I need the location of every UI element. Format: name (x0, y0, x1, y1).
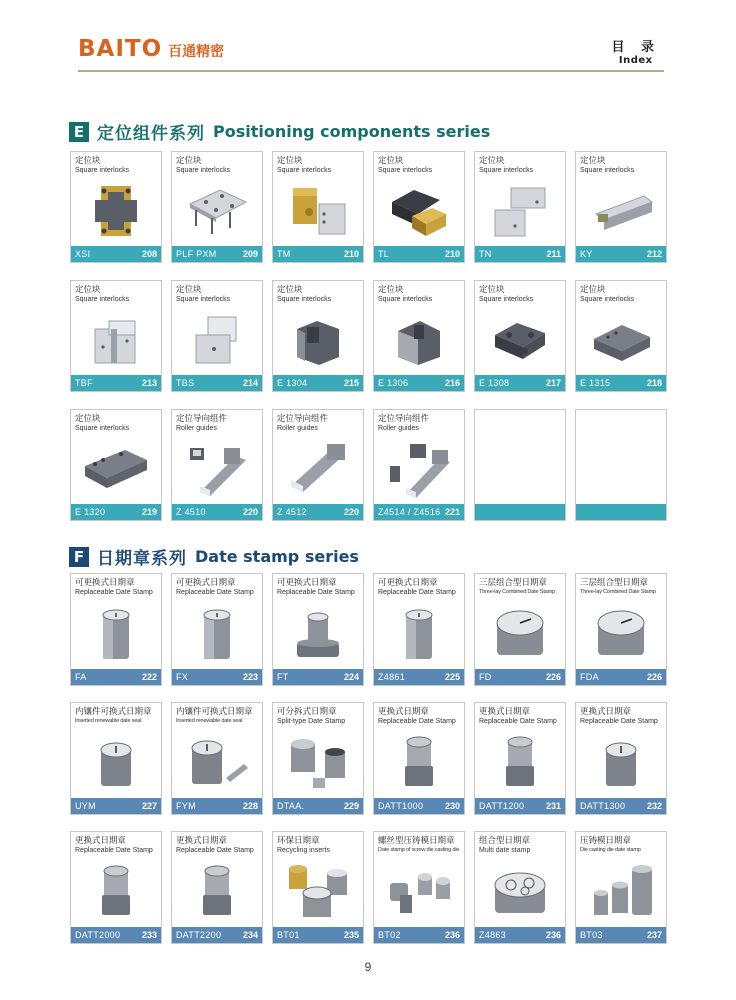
product-card[interactable] (575, 151, 667, 263)
stepped-stamp-icon (172, 856, 262, 927)
wide-dial-stamp-icon (576, 598, 666, 669)
flanged-stamp-icon (273, 598, 363, 669)
product-caption (172, 832, 262, 856)
tall-cylinder-stamp-icon (71, 598, 161, 669)
product-caption (475, 703, 565, 727)
product-name-en: Replaceable Date Stamp (176, 589, 254, 596)
product-name-cn: 三层组合型日期章 (479, 578, 548, 588)
dark-t-block-icon (475, 305, 565, 375)
product-code: FD (479, 672, 492, 682)
product-name-en: Roller guides (277, 425, 318, 432)
product-name-cn: 更换式日期章 (75, 836, 127, 846)
product-page-link[interactable]: 220 (343, 507, 359, 517)
product-footer-bar (273, 246, 363, 262)
product-code: FDA (580, 672, 599, 682)
product-footer-bar (71, 246, 161, 262)
product-footer-bar (273, 798, 363, 814)
product-card[interactable] (373, 151, 465, 263)
product-footer-bar (374, 798, 464, 814)
tall-cylinder-stamp-icon (374, 598, 464, 669)
product-footer-bar (71, 669, 161, 685)
product-card[interactable] (474, 280, 566, 392)
product-page-link[interactable]: 208 (141, 249, 157, 259)
product-code: DATT1000 (378, 801, 424, 811)
product-name-cn: 可分拆式日期章 (277, 707, 337, 717)
product-caption (273, 152, 363, 176)
product-name-en: Replaceable Date Stamp (176, 847, 254, 854)
plate-with-pins-icon (172, 176, 262, 246)
product-caption (374, 574, 464, 598)
product-name-en: Die casting die date stamp (580, 847, 641, 853)
product-card[interactable] (373, 573, 465, 686)
product-card[interactable] (70, 831, 162, 944)
product-page-link[interactable]: 226 (545, 672, 561, 682)
product-name-cn: 定位块 (277, 285, 303, 295)
product-code: Z 4512 (277, 507, 307, 517)
product-name-en: Roller guides (176, 425, 217, 432)
product-footer-bar (71, 504, 161, 520)
product-footer-bar (172, 375, 262, 391)
wide-dial-stamp-icon (475, 598, 565, 669)
product-caption (273, 832, 363, 856)
product-name-en: Square interlocks (75, 296, 130, 303)
product-name-cn: 定位导向组件 (378, 414, 430, 424)
product-name-en: Replaceable Date Stamp (378, 589, 456, 596)
product-code: FA (75, 672, 87, 682)
product-name-cn: 定位块 (479, 156, 505, 166)
product-footer-bar (576, 798, 666, 814)
product-name-cn: 定位块 (176, 156, 202, 166)
roller-guide-icon (172, 434, 262, 504)
empty-icon (475, 434, 565, 504)
product-name-cn: 定位块 (479, 285, 505, 295)
product-card[interactable] (575, 280, 667, 392)
product-name-en: Date stamp of screw die casting die (378, 847, 460, 853)
product-name-en: Three-lay Combined Date Stamp (479, 589, 555, 595)
product-page-link[interactable]: 231 (545, 801, 561, 811)
product-card[interactable] (474, 151, 566, 263)
product-page-link[interactable]: 216 (444, 378, 460, 388)
product-page-link[interactable]: 235 (343, 930, 359, 940)
product-name-en: Roller guides (378, 425, 419, 432)
product-caption (172, 410, 262, 434)
product-name-en: Three-lay Combined Date Stamp (580, 589, 656, 595)
product-footer-bar (273, 927, 363, 943)
positioning-components-grid (70, 151, 667, 521)
long-bar-block-icon (71, 434, 161, 504)
stamp-with-screw-icon (172, 727, 262, 798)
product-card[interactable] (171, 151, 263, 263)
product-caption (273, 281, 363, 305)
product-card[interactable] (272, 409, 364, 521)
product-caption (71, 281, 161, 305)
product-card[interactable] (474, 831, 566, 944)
product-page-link[interactable]: 218 (646, 378, 662, 388)
product-page-link[interactable]: 230 (444, 801, 460, 811)
product-code: E 1315 (580, 378, 611, 388)
product-name-cn: 内镶件可换式日期章 (176, 707, 253, 717)
product-caption (71, 410, 161, 434)
product-name-en: Square interlocks (277, 296, 332, 303)
product-footer-bar (374, 669, 464, 685)
screw-stamps-icon (374, 856, 464, 927)
product-card[interactable] (575, 702, 667, 815)
product-footer-bar (172, 927, 262, 943)
product-name-en: Recycling inserts (277, 847, 330, 854)
stepped-stamp-icon (71, 856, 161, 927)
product-name-cn: 定位导向组件 (176, 414, 228, 424)
product-name-en: Square interlocks (378, 296, 433, 303)
product-caption (475, 281, 565, 305)
product-page-link[interactable]: 214 (242, 378, 258, 388)
page-number: 9 (364, 960, 372, 974)
dark-slot-block-icon (374, 305, 464, 375)
product-code: E 1306 (378, 378, 409, 388)
product-footer-bar (71, 798, 161, 814)
product-footer-bar (374, 375, 464, 391)
product-code: TN (479, 249, 492, 259)
product-page-link[interactable]: 227 (141, 801, 157, 811)
product-caption (576, 832, 666, 856)
product-card[interactable] (373, 409, 465, 521)
product-page-link[interactable]: 211 (546, 249, 561, 259)
product-name-cn: 螺丝型压铸模日期章 (378, 836, 455, 846)
product-page-link[interactable]: 217 (545, 378, 561, 388)
product-caption (273, 410, 363, 434)
product-card[interactable] (171, 409, 263, 521)
stepped-stamp-icon (374, 727, 464, 798)
product-page-link[interactable]: 221 (444, 507, 460, 517)
product-footer-bar (172, 246, 262, 262)
product-page-link[interactable]: 233 (141, 930, 157, 940)
tall-cylinder-stamp-icon (172, 598, 262, 669)
recycling-inserts-icon (273, 856, 363, 927)
product-caption (374, 281, 464, 305)
product-name-en: Multi date stamp (479, 847, 531, 854)
product-caption (71, 574, 161, 598)
product-caption (374, 152, 464, 176)
product-page-link[interactable]: 215 (343, 378, 359, 388)
product-name-cn: 更换式日期章 (378, 707, 430, 717)
product-caption (71, 703, 161, 727)
section-e-title (69, 119, 490, 144)
gold-silver-interlock-icon (273, 176, 363, 246)
dark-flat-block-icon (576, 305, 666, 375)
product-card[interactable] (70, 409, 162, 521)
product-caption (576, 574, 666, 598)
product-footer-bar (273, 504, 363, 520)
silver-stepped-block-icon (172, 305, 262, 375)
product-card[interactable] (373, 280, 465, 392)
product-caption (172, 574, 262, 598)
three-cylinders-icon (576, 856, 666, 927)
product-name-en: Replaceable Date Stamp (479, 718, 557, 725)
product-card[interactable] (70, 573, 162, 686)
product-card[interactable] (171, 831, 263, 944)
product-name-en: Replaceable Date Stamp (75, 589, 153, 596)
product-caption (172, 152, 262, 176)
product-caption (576, 152, 666, 176)
section-e-letter-badge: E (69, 122, 89, 142)
product-caption (172, 703, 262, 727)
product-card[interactable] (272, 573, 364, 686)
product-footer-bar (475, 669, 565, 685)
product-name-en: Inserted renewable date seal (176, 718, 243, 724)
product-page-link[interactable]: 236 (545, 930, 561, 940)
product-name-cn: 可更换式日期章 (378, 578, 438, 588)
product-card[interactable] (171, 280, 263, 392)
product-footer-bar (374, 246, 464, 262)
product-name-cn: 环保日期章 (277, 836, 320, 846)
product-card[interactable] (575, 573, 667, 686)
section-e-title-cn: 定位组件系列 (97, 124, 205, 144)
product-caption (576, 281, 666, 305)
product-page-link[interactable]: 209 (242, 249, 258, 259)
product-page-link[interactable]: 232 (646, 801, 662, 811)
product-name-cn: 压铸模日期章 (580, 836, 632, 846)
product-page-link[interactable]: 212 (646, 249, 662, 259)
product-page-link[interactable]: 222 (141, 672, 157, 682)
date-stamp-grid (70, 573, 667, 944)
product-code: XSI (75, 249, 91, 259)
empty-product-card (575, 409, 667, 521)
product-code: FT (277, 672, 289, 682)
product-code: DATT2200 (176, 930, 222, 940)
product-card[interactable] (272, 831, 364, 944)
product-name-cn: 组合型日期章 (479, 836, 531, 846)
product-name-en: Square interlocks (277, 167, 332, 174)
product-name-cn: 可更换式日期章 (277, 578, 337, 588)
product-name-en: Square interlocks (75, 167, 130, 174)
product-card[interactable] (171, 573, 263, 686)
product-code: DATT1300 (580, 801, 626, 811)
brand-name-en: BAITO (78, 36, 163, 62)
product-footer-bar (576, 927, 666, 943)
product-name-en: Replaceable Date Stamp (75, 847, 153, 854)
product-name-en: Replaceable Date Stamp (277, 589, 355, 596)
product-card[interactable] (474, 573, 566, 686)
product-name-cn: 定位块 (580, 156, 606, 166)
product-code: DATT1200 (479, 801, 525, 811)
short-stamp-icon (71, 727, 161, 798)
product-code: TM (277, 249, 291, 259)
product-page-link[interactable]: 210 (343, 249, 359, 259)
roller-guide-set-icon (374, 434, 464, 504)
product-name-cn: 定位块 (75, 156, 101, 166)
product-footer-bar (576, 375, 666, 391)
product-card[interactable] (575, 831, 667, 944)
product-caption (475, 152, 565, 176)
product-name-en: Square interlocks (479, 296, 534, 303)
brand-name-cn: 百通精密 (168, 44, 225, 60)
product-caption (576, 410, 666, 434)
product-footer-bar (576, 504, 666, 520)
product-code: UYM (75, 801, 96, 811)
product-name-cn: 内镶件可换式日期章 (75, 707, 152, 717)
product-name-cn: 三层组合型日期章 (580, 578, 649, 588)
empty-product-card (474, 409, 566, 521)
split-stamp-set-icon (273, 727, 363, 798)
empty-icon (576, 434, 666, 504)
product-caption (374, 410, 464, 434)
product-name-en: Replaceable Date Stamp (378, 718, 456, 725)
product-page-link[interactable]: 234 (242, 930, 258, 940)
product-footer-bar (71, 375, 161, 391)
product-name-cn: 定位块 (75, 414, 101, 424)
product-footer-bar (273, 669, 363, 685)
product-caption (374, 703, 464, 727)
product-name-en: Square interlocks (378, 167, 433, 174)
product-card[interactable] (70, 151, 162, 263)
product-code: TL (378, 249, 390, 259)
product-code: E 1320 (75, 507, 106, 517)
product-footer-bar (374, 504, 464, 520)
product-caption (273, 574, 363, 598)
product-name-en: Split-type Date Stamp (277, 718, 346, 725)
product-footer-bar (475, 798, 565, 814)
product-name-cn: 定位块 (378, 156, 404, 166)
page-header (78, 36, 664, 72)
product-footer-bar (576, 669, 666, 685)
product-caption (374, 832, 464, 856)
product-page-link[interactable]: 210 (444, 249, 460, 259)
product-page-link[interactable]: 228 (242, 801, 258, 811)
silver-pair-interlock-icon (475, 176, 565, 246)
product-page-link[interactable]: 224 (343, 672, 359, 682)
product-code: DTAA. (277, 801, 305, 811)
product-card[interactable] (70, 280, 162, 392)
product-code: E 1308 (479, 378, 510, 388)
product-caption (273, 703, 363, 727)
product-footer-bar (576, 246, 666, 262)
product-caption (475, 574, 565, 598)
product-name-cn: 定位块 (277, 156, 303, 166)
stepped-stamp-icon (475, 727, 565, 798)
product-name-en: Inserted renewable date seal (75, 718, 142, 724)
product-caption (475, 410, 565, 434)
product-name-cn: 更换式日期章 (479, 707, 531, 717)
product-footer-bar (172, 798, 262, 814)
product-name-cn: 可更换式日期章 (176, 578, 236, 588)
product-name-cn: 更换式日期章 (580, 707, 632, 717)
index-label-cn: 目 录 (611, 40, 660, 55)
product-caption (172, 281, 262, 305)
product-footer-bar (475, 927, 565, 943)
section-f-letter-badge: F (69, 547, 89, 567)
brand-logo (78, 36, 224, 62)
product-card[interactable] (70, 702, 162, 815)
section-f-title-cn: 日期章系列 (97, 549, 187, 569)
product-footer-bar (71, 927, 161, 943)
product-code: BT03 (580, 930, 603, 940)
index-label-en: Index (618, 55, 653, 66)
product-card[interactable] (272, 702, 364, 815)
product-card[interactable] (171, 702, 263, 815)
product-card[interactable] (474, 702, 566, 815)
product-code: BT02 (378, 930, 401, 940)
product-card[interactable] (272, 280, 364, 392)
product-code: TBS (176, 378, 195, 388)
long-silver-interlock-icon (576, 176, 666, 246)
product-name-en: Square interlocks (176, 167, 231, 174)
product-name-cn: 定位块 (580, 285, 606, 295)
product-code: FX (176, 672, 189, 682)
product-code: E 1304 (277, 378, 308, 388)
product-code: FYM (176, 801, 196, 811)
product-name-en: Square interlocks (580, 167, 635, 174)
product-page-link[interactable]: 225 (444, 672, 460, 682)
silver-u-block-icon (71, 305, 161, 375)
product-page-link[interactable]: 237 (646, 930, 662, 940)
product-name-cn: 定位块 (75, 285, 101, 295)
product-footer-bar (172, 669, 262, 685)
product-page-link[interactable]: 213 (141, 378, 157, 388)
product-page-link[interactable]: 219 (141, 507, 157, 517)
dark-step-block-icon (273, 305, 363, 375)
product-caption (71, 152, 161, 176)
product-code: KY (580, 249, 593, 259)
product-page-link[interactable]: 223 (242, 672, 258, 682)
product-name-en: Square interlocks (580, 296, 635, 303)
product-caption (576, 703, 666, 727)
product-footer-bar (374, 927, 464, 943)
product-name-cn: 可更换式日期章 (75, 578, 135, 588)
product-card[interactable] (272, 151, 364, 263)
product-caption (475, 832, 565, 856)
product-name-cn: 定位块 (378, 285, 404, 295)
gold-cross-interlock-icon (71, 176, 161, 246)
product-code: DATT2000 (75, 930, 121, 940)
index-label (611, 36, 660, 66)
product-page-link[interactable]: 226 (646, 672, 662, 682)
product-card[interactable] (373, 702, 465, 815)
product-card[interactable] (373, 831, 465, 944)
section-e-title-en: Positioning components series (213, 122, 491, 141)
product-footer-bar (475, 246, 565, 262)
product-name-en: Square interlocks (479, 167, 534, 174)
roller-rail-icon (273, 434, 363, 504)
product-code: Z4514 / Z4516 (378, 507, 441, 517)
product-name-en: Replaceable Date Stamp (580, 718, 658, 725)
product-footer-bar (475, 504, 565, 520)
section-f-title (69, 544, 359, 569)
product-footer-bar (273, 375, 363, 391)
product-name-en: Square interlocks (176, 296, 231, 303)
product-name-en: Square interlocks (75, 425, 130, 432)
product-page-link[interactable]: 236 (444, 930, 460, 940)
product-name-cn: 定位块 (176, 285, 202, 295)
product-code: TBF (75, 378, 93, 388)
black-gold-l-interlock-icon (374, 176, 464, 246)
product-caption (71, 832, 161, 856)
multi-dial-stamp-icon (475, 856, 565, 927)
product-code: BT01 (277, 930, 300, 940)
product-code: Z 4510 (176, 507, 206, 517)
product-page-link[interactable]: 220 (242, 507, 258, 517)
product-page-link[interactable]: 229 (343, 801, 359, 811)
header-divider (78, 70, 664, 72)
short-stamp-icon (576, 727, 666, 798)
product-name-cn: 更换式日期章 (176, 836, 228, 846)
product-code: PLF PXM (176, 249, 217, 259)
product-footer-bar (475, 375, 565, 391)
product-code: Z4861 (378, 672, 406, 682)
product-code: Z4863 (479, 930, 507, 940)
product-footer-bar (172, 504, 262, 520)
section-f-title-en: Date stamp series (195, 547, 359, 566)
product-name-cn: 定位导向组件 (277, 414, 329, 424)
